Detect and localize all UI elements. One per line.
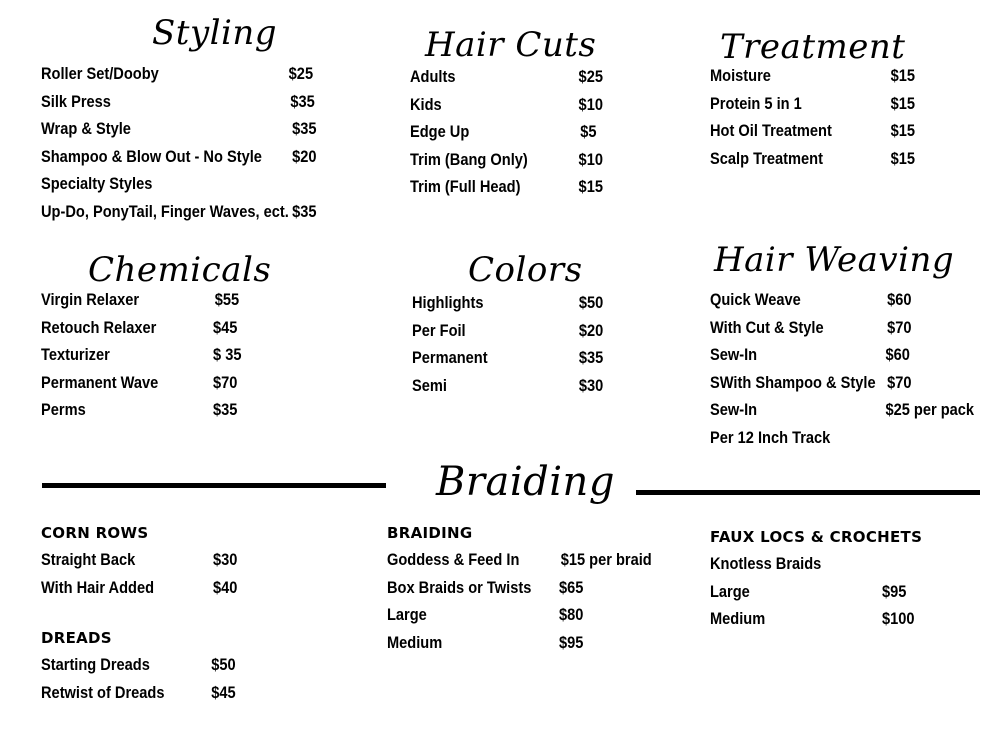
item-name: Perms bbox=[41, 400, 86, 419]
item-name: Medium bbox=[710, 609, 766, 628]
item-price: $70 bbox=[213, 372, 238, 392]
item-name: Protein 5 in 1 bbox=[710, 93, 802, 113]
item-name: Moisture bbox=[710, 66, 771, 85]
item-price: $30 bbox=[213, 550, 238, 569]
item-price: $55 bbox=[214, 290, 240, 309]
item-name: Virgin Relaxer bbox=[41, 290, 140, 309]
item-name: Texturizer bbox=[41, 345, 110, 364]
item-name: Box Braids or Twists bbox=[387, 577, 532, 597]
item-name: Kids bbox=[410, 94, 442, 114]
menu-item bbox=[710, 605, 915, 633]
item-price: $20 bbox=[292, 146, 317, 166]
menu-item bbox=[41, 679, 236, 707]
item-name: Per 12 Inch Track bbox=[710, 427, 831, 447]
item-price: $40 bbox=[213, 577, 238, 597]
item-price: $100 bbox=[882, 609, 915, 628]
item-name: Roller Set/Dooby bbox=[41, 64, 159, 83]
item-name: Semi bbox=[412, 375, 447, 395]
item-price: $25 bbox=[288, 64, 314, 83]
item-name: Knotless Braids bbox=[710, 554, 822, 573]
braiding-title: Braiding bbox=[436, 459, 615, 505]
item-name: With Cut & Style bbox=[710, 317, 824, 337]
colors-title: Colors bbox=[468, 250, 583, 290]
item-name: Medium bbox=[387, 632, 443, 652]
item-price: $15 bbox=[890, 121, 916, 140]
item-price: $25 per pack bbox=[885, 400, 975, 419]
item-name: Large bbox=[710, 581, 750, 601]
item-price: $50 bbox=[578, 293, 604, 312]
item-name: Per Foil bbox=[412, 320, 466, 340]
item-price: $60 bbox=[885, 345, 910, 364]
item-name: Silk Press bbox=[41, 91, 111, 111]
hair-cuts-title: Hair Cuts bbox=[425, 25, 597, 65]
item-name: Up-Do, PonyTail, Finger Waves, ect. bbox=[41, 201, 289, 221]
chemicals-title: Chemicals bbox=[88, 250, 272, 290]
menu-item bbox=[710, 550, 892, 578]
item-name: Retwist of Dreads bbox=[41, 682, 165, 702]
item-name: Scalp Treatment bbox=[710, 148, 823, 168]
item-price: $35 bbox=[290, 91, 315, 111]
menu-item bbox=[41, 546, 238, 574]
item-name: Wrap & Style bbox=[41, 119, 131, 138]
section-heading: CORN ROWS bbox=[41, 524, 149, 542]
item-price: $95 bbox=[882, 581, 907, 601]
item-name: Trim (Full Head) bbox=[410, 177, 521, 196]
item-name: Specialty Styles bbox=[41, 174, 153, 193]
item-price: $80 bbox=[559, 605, 584, 624]
item-price: $15 per braid bbox=[560, 550, 652, 569]
menu-item bbox=[387, 629, 584, 657]
menu-item bbox=[387, 601, 584, 629]
item-price: $35 bbox=[292, 201, 317, 221]
item-price: $35 bbox=[292, 119, 317, 138]
item-name: Large bbox=[387, 605, 427, 624]
item-name: Straight Back bbox=[41, 550, 136, 569]
faux-locs-section bbox=[710, 524, 922, 633]
item-name: Adults bbox=[410, 67, 456, 86]
section-heading: DREADS bbox=[41, 629, 112, 647]
item-price: $60 bbox=[887, 290, 912, 309]
menu-item bbox=[41, 651, 236, 679]
item-price: $70 bbox=[887, 317, 912, 337]
section-heading: BRAIDING bbox=[387, 524, 473, 542]
treatment-title: Treatment bbox=[720, 27, 906, 67]
item-price: $65 bbox=[559, 577, 584, 597]
menu-item bbox=[710, 578, 907, 606]
hair-weaving-title: Hair Weaving bbox=[714, 240, 955, 280]
item-name: With Hair Added bbox=[41, 577, 155, 597]
item-price: $95 bbox=[559, 632, 584, 652]
item-name: Quick Weave bbox=[710, 290, 801, 309]
corn-rows-section bbox=[41, 520, 238, 706]
item-price: $15 bbox=[578, 177, 603, 196]
item-price: $20 bbox=[578, 320, 604, 340]
item-name: Edge Up bbox=[410, 122, 470, 141]
item-price: $70 bbox=[887, 372, 912, 392]
item-name: Goddess & Feed In bbox=[387, 550, 520, 569]
item-price: $30 bbox=[578, 375, 604, 395]
item-price: $15 bbox=[890, 93, 916, 113]
item-name: Shampoo & Blow Out - No Style bbox=[41, 146, 262, 166]
item-name: Permanent Wave bbox=[41, 372, 159, 392]
item-price: $10 bbox=[578, 149, 603, 169]
menu-item bbox=[387, 546, 652, 574]
item-name: Highlights bbox=[412, 293, 484, 312]
item-price: $35 bbox=[578, 348, 604, 367]
menu-item bbox=[41, 574, 238, 602]
item-name: Sew-In bbox=[710, 400, 758, 419]
item-price: $ 35 bbox=[213, 345, 242, 364]
item-price: $45 bbox=[211, 682, 236, 702]
item-name: Sew-In bbox=[710, 345, 758, 364]
item-name: Trim (Bang Only) bbox=[410, 149, 528, 169]
item-price: $5 bbox=[580, 122, 597, 141]
item-price: $50 bbox=[211, 655, 236, 674]
item-name: Permanent bbox=[412, 348, 488, 367]
item-price: $25 bbox=[578, 67, 603, 86]
item-price: $45 bbox=[213, 317, 238, 337]
menu-item bbox=[387, 574, 584, 602]
item-name: SWith Shampoo & Style bbox=[710, 372, 876, 392]
item-name: Hot Oil Treatment bbox=[710, 121, 832, 140]
item-name: Retouch Relaxer bbox=[41, 317, 157, 337]
item-name: Starting Dreads bbox=[41, 655, 150, 674]
braids-section bbox=[387, 520, 652, 656]
item-price: $15 bbox=[890, 148, 916, 168]
item-price: $15 bbox=[890, 66, 916, 85]
item-price: $35 bbox=[213, 400, 238, 419]
divider-left bbox=[42, 483, 386, 488]
styling-title: Styling bbox=[152, 13, 278, 53]
item-price: $10 bbox=[578, 94, 603, 114]
section-heading: FAUX LOCS & CROCHETS bbox=[710, 528, 923, 546]
divider-right bbox=[636, 490, 980, 495]
